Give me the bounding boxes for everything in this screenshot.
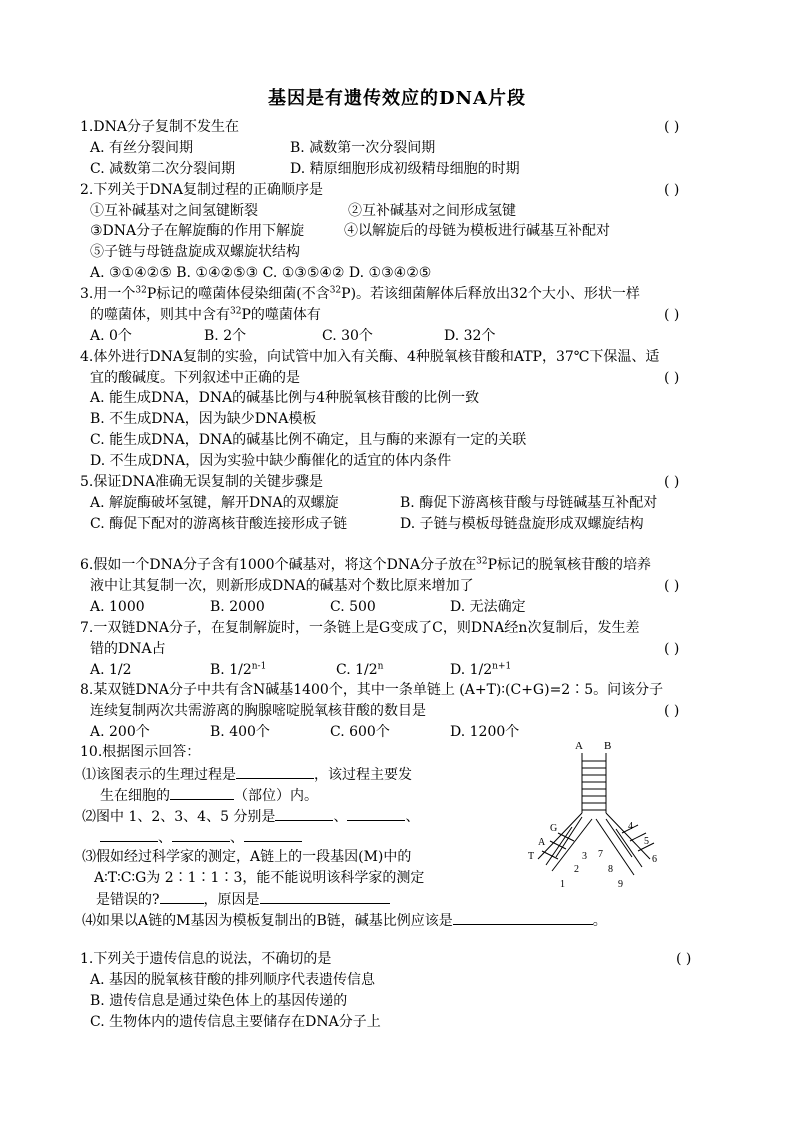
q10-blank-4[interactable]: [172, 827, 230, 842]
label-a: A: [538, 837, 546, 848]
q4-option-b: B. 不生成DNA，因为缺少DNA模板: [90, 411, 317, 427]
q7-option-b: B. 1/2$^{n-1}$: [210, 661, 267, 678]
q3-option-b: B. 2个: [204, 328, 247, 344]
q8-stem-line2: 连续复制两次共需游离的胸腺嘧啶脱氧核苷酸的数目是: [90, 703, 426, 719]
q11-answer-paren: ( ): [676, 951, 692, 967]
q2-step-5: ⑤子链与母链盘旋成双螺旋状结构: [90, 244, 300, 260]
q2-step-2: ②互补碱基对之间形成氢键: [348, 203, 516, 219]
q10-part4: ⑷如果以A链的M基因为模板复制出的B链，碱基比例应该是 。: [82, 910, 607, 930]
q5-option-d: D. 子链与模板母链盘旋形成双螺旋结构: [400, 516, 644, 532]
q2-step-1: ①互补碱基对之间氢键断裂: [90, 203, 258, 219]
q7-stem: 7.一双链DNA分子，在复制解旋时，一条链上是G变成了C，则DNA经n次复制后，发生差: [80, 620, 640, 636]
q10-blank-reason[interactable]: [260, 889, 390, 904]
q10-blank-location[interactable]: [170, 785, 234, 800]
q5-stem: 5.保证DNA准确无误复制的关键步骤是: [80, 474, 323, 490]
label-4: 4: [628, 821, 633, 832]
strand-b-label: B: [604, 740, 612, 752]
q10-part2-cont: 、 、: [100, 827, 302, 847]
q4-stem: 4.体外进行DNA复制的实验，向试管中加入有关酶、4种脱氧核苷酸和ATP，37℃下保温、适: [80, 349, 660, 365]
label-5: 5: [644, 836, 649, 847]
q4-option-c: C. 能生成DNA，DNA的碱基比例不确定，且与酶的来源有一定的关联: [90, 432, 527, 448]
q4-option-d: D. 不生成DNA，因为实验中缺少酶催化的适宜的体内条件: [90, 453, 452, 469]
label-2: 2: [574, 864, 579, 875]
q7-option-a: A. 1/2: [90, 662, 132, 678]
q10-part2: ⑵图中 1、2、3、4、5 分别是 、 、: [82, 806, 419, 826]
q5-option-a: A. 解旋酶破坏氢键，解开DNA的双螺旋: [90, 495, 339, 511]
q5-option-c: C. 酶促下配对的游离核苷酸连接形成子链: [90, 516, 348, 532]
q3-answer-paren: ( ): [664, 307, 680, 323]
q8-option-b: B. 400个: [210, 724, 270, 740]
q3-stem: 3.用一个$^{32}$P标记的噬菌体侵染细菌(不含$^{32}$P)。若该细菌解体后释放出32个大小、形状一样: [80, 285, 640, 302]
label-g: G: [550, 823, 558, 834]
q10-part3-line3: 是错误的? ，原因是: [96, 889, 390, 909]
q2-step-3: ③DNA分子在解旋酶的作用下解旋: [90, 223, 305, 239]
q6-stem-line2: 液中让其复制一次，则新形成DNA的碱基对个数比原来增加了: [90, 578, 474, 594]
q11-option-b: B. 遗传信息是通过染色体上的基因传递的: [90, 993, 348, 1009]
q2-stem: 2.下列关于DNA复制过程的正确顺序是: [80, 182, 323, 198]
q1-option-c: C. 减数第二次分裂间期: [90, 161, 236, 177]
dna-replication-diagram: [520, 735, 670, 895]
q6-option-c: C. 500: [330, 599, 376, 615]
q4-answer-paren: ( ): [664, 370, 680, 386]
q1-option-b: B. 减数第一次分裂间期: [290, 140, 436, 156]
q10-blank-process[interactable]: [236, 764, 314, 779]
label-9: 9: [618, 879, 623, 890]
q11-option-a: A. 基因的脱氧核苷酸的排列顺序代表遗传信息: [90, 972, 376, 988]
q7-option-c: C. 1/2$^n$: [336, 661, 384, 678]
q5-answer-paren: ( ): [664, 474, 680, 490]
q10-part1-cont: 生在细胞的 （部位）内。: [100, 785, 318, 805]
left-fork: [538, 813, 592, 871]
q8-option-c: C. 600个: [330, 724, 390, 740]
q6-stem: 6.假如一个DNA分子含有1000个碱基对，将这个DNA分子放在$^{32}$P标记的脱氧核苷酸的培养: [80, 556, 652, 573]
q8-option-a: A. 200个: [90, 724, 150, 740]
q10-stem: 10.根据图示回答：: [80, 744, 201, 760]
q6-answer-paren: ( ): [664, 578, 680, 594]
double-helix-ladder: [582, 753, 606, 813]
q1-stem: 1.DNA分子复制不发生在: [80, 119, 239, 135]
q3-option-c: C. 30个: [322, 328, 373, 344]
q6-option-b: B. 2000: [210, 599, 265, 615]
q2-options: A. ③①④②⑤ B. ①④②⑤③ C. ①③⑤④② D. ①③④②⑤: [90, 265, 432, 281]
q8-answer-paren: ( ): [664, 703, 680, 719]
q7-stem-line2: 错的DNA占: [90, 641, 166, 657]
q1-option-a: A. 有丝分裂间期: [90, 140, 194, 156]
q2-step-4: ④以解旋后的母链为模板进行碱基互补配对: [344, 223, 610, 239]
page-title: 基因是有遗传效应的DNA片段: [267, 88, 527, 109]
label-7: 7: [598, 849, 603, 860]
diagram-number-labels: [528, 821, 657, 890]
label-1: 1: [560, 879, 565, 890]
q10-blank-3[interactable]: [100, 827, 158, 842]
q10-blank-5[interactable]: [244, 827, 302, 842]
q7-option-d: D. $1/2^{n+1}$: [450, 661, 512, 678]
q10-blank-yesno[interactable]: [160, 889, 204, 904]
q11-stem: 1.下列关于遗传信息的说法，不确切的是: [80, 951, 332, 967]
q11-option-c: C. 生物体内的遗传信息主要储存在DNA分子上: [90, 1014, 381, 1030]
label-3: 3: [582, 851, 587, 862]
q10-part1: ⑴该图表示的生理过程是 ，该过程主要发: [82, 764, 412, 784]
q7-answer-paren: ( ): [664, 641, 680, 657]
q6-option-a: A. 1000: [90, 599, 145, 615]
label-t: T: [528, 851, 535, 862]
q10-part3: ⑶假如经过科学家的测定，A链上的一段基因(M)中的: [82, 849, 412, 865]
q1-answer-paren: ( ): [664, 119, 680, 135]
q10-blank-ratio[interactable]: [453, 910, 593, 925]
q3-stem-line2: 的噬菌体，则其中含有$^{32}$P的噬菌体有: [90, 306, 321, 323]
q5-option-b: B. 酶促下游离核苷酸与母链碱基互补配对: [400, 495, 658, 511]
q1-option-d: D. 精原细胞形成初级精母细胞的时期: [290, 161, 520, 177]
q10-part3-line2: A∶T∶C∶G为 2∶1∶1∶3，能不能说明该科学家的测定: [94, 870, 425, 886]
q4-stem-line2: 宜的酸碱度。下列叙述中正确的是: [90, 370, 300, 386]
label-6: 6: [652, 854, 657, 865]
q6-option-d: D. 无法确定: [450, 599, 526, 615]
strand-a-label: A: [575, 740, 583, 752]
label-8: 8: [608, 864, 613, 875]
q3-option-d: D. 32个: [444, 328, 496, 344]
q8-option-d: D. 1200个: [450, 724, 520, 740]
q10-blank-1[interactable]: [275, 806, 333, 821]
q2-answer-paren: ( ): [664, 182, 680, 198]
q4-option-a: A. 能生成DNA，DNA的碱基比例与4种脱氧核苷酸的比例一致: [90, 390, 480, 406]
q8-stem: 8.某双链DNA分子中共有含N碱基1400个，其中一条单链上 (A+T)∶(C+G)=2∶5。问该分子: [80, 682, 664, 698]
q3-option-a: A. 0个: [90, 328, 132, 344]
q10-blank-2[interactable]: [347, 806, 405, 821]
